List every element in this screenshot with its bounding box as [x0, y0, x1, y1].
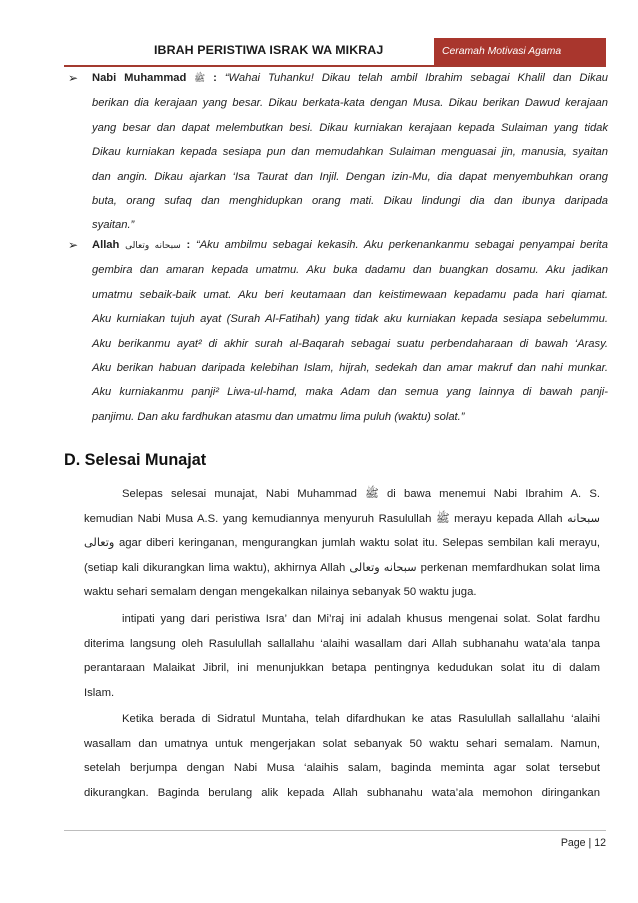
dialogue-line: panjimu. Dan aku fardhukan atasmu dan umatmu lima puluh (waktu) solat.” — [92, 410, 465, 423]
section-title: D. Selesai Munajat — [64, 451, 207, 469]
header-tag: Ceramah Motivasi Agama — [434, 38, 606, 65]
honorific: ﷺ — [194, 74, 206, 84]
dialogue-line: “Wahai Tuhanku! Dikau telah ambil Ibrahim sebagai Khalil dan Dikau — [224, 72, 609, 84]
dialogue-line: dan angin. Dikau ajarkan ‘Isa Taurat dan Injil. Dengan izin-Mu, dia dapat menyembuhkan orang — [92, 170, 608, 183]
header-title: IBRAH PERISTIWA ISRAK WA MIKRAJ — [154, 43, 384, 57]
paragraph-line: perantaraan Malaikat Jibril, ini menunjukkan betapa pentingnya kedudukan solat itu di dalam — [84, 662, 600, 675]
paragraph-line: diterima langsung oleh Rasulullah sallallahu ‘alaihi wasallam dari Allah subhanahu wata’ala tanpa — [84, 637, 600, 650]
paragraph-line: Islam. — [84, 686, 115, 699]
dialogue-line: buta, orang sufaq dan menghidupkan orang mati. Dikau lindungi dia dan ibunya daripada — [92, 195, 608, 208]
dialogue-line: umatmu sebaik-baik umat. Aku beri keutamaan dan keistimewaan kepadamu pada hari qiamat. — [92, 288, 608, 301]
paragraph-line: Ketika berada di Sidratul Muntaha, telah difardhukan ke atas Rasulullah sallallahu ‘alaihi — [122, 713, 600, 725]
dialogue-line: yang besar dan dapat melembutkan besi. Dikau kurniakan kerajaan kepada Sulaiman yang tidak — [92, 121, 608, 134]
speaker-name: Nabi Muhammad — [92, 72, 187, 84]
page-header — [64, 38, 606, 67]
page-number: Page | 12 — [560, 837, 606, 849]
arrow-bullet-icon: ➢ — [68, 238, 79, 252]
dialogue-line: Dikau kurniakan kepada sesiapa pun dan memudahkan Sulaiman menguasai jin, manusia, syaitan — [92, 146, 608, 159]
paragraph-line: waktu sehari semalam dengan mengekalkan nilainya sebanyak 50 waktu juga. — [84, 586, 477, 599]
paragraph-1 — [84, 482, 600, 605]
speaker-separator: : — [186, 239, 191, 251]
speaker-name: Allah — [92, 239, 120, 251]
paragraph-line: kemudian Nabi Musa A.S. yang kemudiannya menyuruh Rasulullah ﷺ merayu kepada Allah سبحانه — [84, 512, 600, 525]
paragraph-2 — [84, 607, 600, 705]
dialogue-line: berikan dia kerajaan yang besar. Dikau berkata-kata dengan Musa. Dikau berikan Dawud kerajaan — [92, 97, 608, 110]
paragraph-line: setelah berjumpa dengan Nabi Musa ‘alaihis salam, baginda meminta agar solat tersebut — [84, 762, 600, 775]
speaker-separator: : — [213, 72, 217, 84]
paragraph-line: wasallam dan umatnya untuk mengerjakan solat sebanyak 50 waktu sehari semalam. Namun, — [84, 737, 600, 750]
page-footer — [64, 830, 606, 849]
paragraph-line: dikurangkan. Baginda berulang alik kepada Allah subhanahu wata’ala memohon diringankan — [84, 786, 600, 799]
dialogue-bullet-allah — [68, 233, 608, 429]
paragraph-line: intipati yang dari peristiwa Isra’ dan Mi’raj ini adalah khusus mengenai solat. Solat fardhu — [122, 613, 600, 625]
paragraph-line: (setiap kali dikurangkan lima waktu), akhirnya Allah سبحانه وتعالى perkenan memfardhukan solat lima — [84, 561, 600, 574]
dialogue-line: Aku berikan habuan daripada kelebihan Islam, hijrah, sedekah dan amar makruf dan nahi munkar. — [92, 362, 608, 375]
paragraph-line: وتعالى agar diberi keringanan, mengurangkan jumlah waktu solat itu. Selepas sembilan kali merayu, — [84, 537, 600, 550]
honorific: سبحانه وتعالى — [125, 241, 181, 251]
dialogue-line: Aku kurniakan tujuh ayat (Surah Al-Fatihah) yang tidak aku kurniakan kepada sesiapa sebelummu. — [92, 313, 608, 326]
dialogue-line: gembira dan amaran kepada umatmu. Aku buka dadamu dan buangkan dosamu. Aku jadikan — [92, 264, 608, 277]
dialogue-line: syaitan.” — [92, 219, 135, 232]
dialogue-line: “Aku ambilmu sebagai kekasih. Aku perkenankanmu sebagai penyampai berita — [195, 239, 609, 251]
arrow-bullet-icon: ➢ — [68, 71, 79, 85]
paragraph-line: Selepas selesai munajat, Nabi Muhammad ﷺ di bawa menemui Nabi Ibrahim A. S. — [122, 488, 601, 500]
dialogue-line: Aku kurniakanmu panji² Liwa-ul-hamd, maka Adam dan semua yang lainnya di bawah panji- — [92, 386, 608, 399]
paragraph-3 — [84, 707, 600, 805]
dialogue-line: Aku berikanmu ayat² di akhir surah al-Baqarah sebagai suatu perbendaharaan di bawah ‘Arasy. — [92, 337, 608, 350]
dialogue-bullet-muhammad — [68, 66, 608, 238]
